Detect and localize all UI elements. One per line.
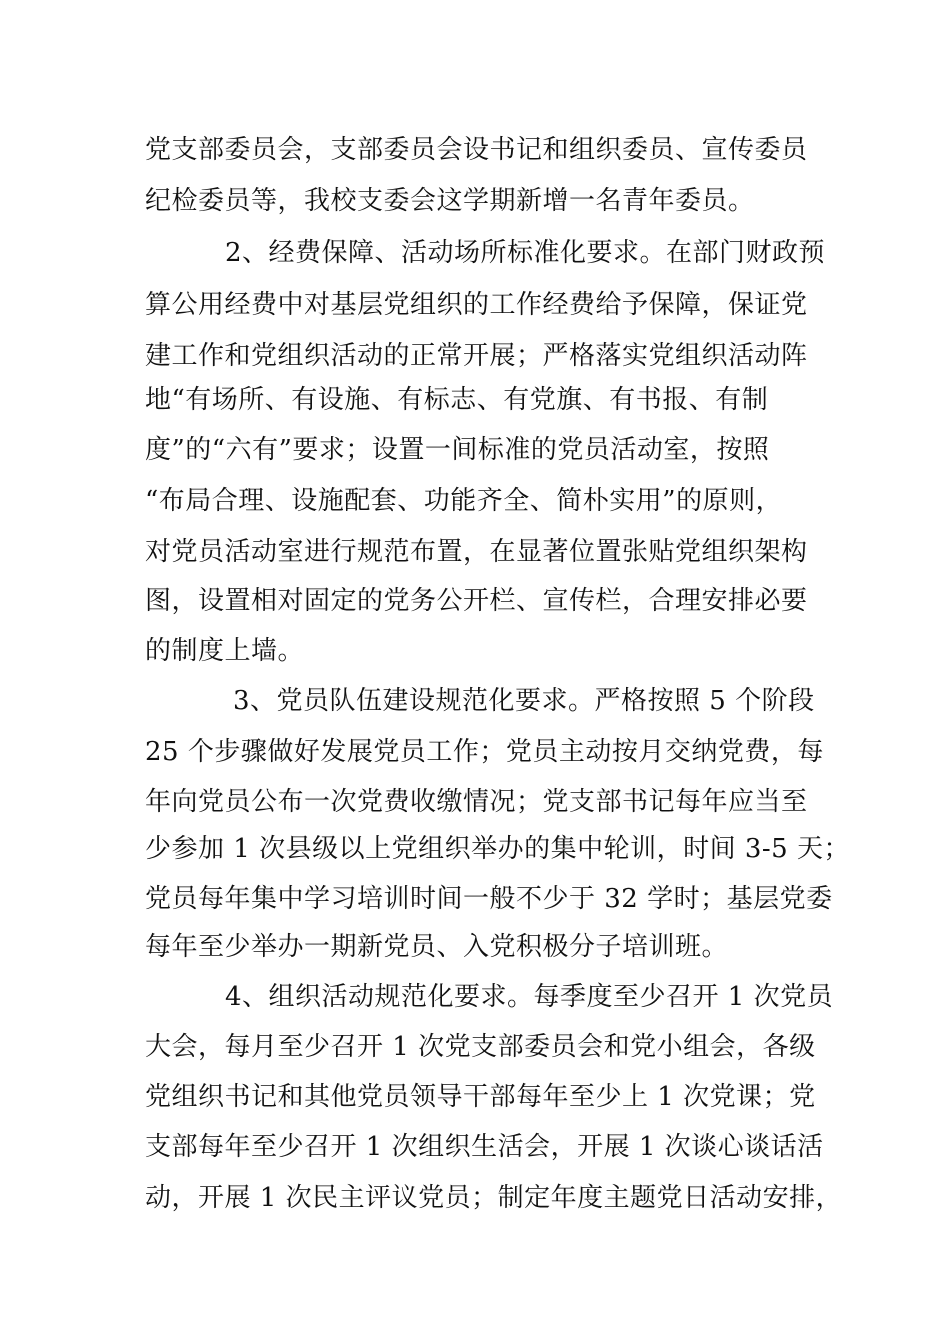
paragraph-3-first-line: 3、党员队伍建设规范化要求。严格按照 5 个阶段 [233,686,815,716]
text-line: 建工作和党组织活动的正常开展；严格落实党组织活动阵 [145,341,808,371]
text-line: 图，设置相对固定的党务公开栏、宣传栏，合理安排必要 [145,586,808,616]
text-line: 地“有场所、有设施、有标志、有党旗、有书报、有制 [145,385,769,415]
text-line: 党组织书记和其他党员领导干部每年至少上 1 次党课；党 [145,1082,816,1112]
text-line: “布局合理、设施配套、功能齐全、简朴实用”的原则， [145,486,783,516]
text-line: 大会，每月至少召开 1 次党支部委员会和党小组会，各级 [145,1032,816,1062]
text-line: 25 个步骤做好发展党员工作；党员主动按月交纳党费，每 [145,737,824,767]
text-line: 纪检委员等，我校支委会这学期新增一名青年委员。 [145,186,755,216]
text-line: 党员每年集中学习培训时间一般不少于 32 学时；基层党委 [145,884,833,914]
text-line: 度”的“六有”要求；设置一间标准的党员活动室，按照 [145,435,770,465]
text-line: 支部每年至少召开 1 次组织生活会，开展 1 次谈心谈话活 [145,1132,824,1162]
paragraph-4-first-line: 4、组织活动规范化要求。每季度至少召开 1 次党员 [225,982,834,1012]
text-line: 每年至少举办一期新党员、入党积极分子培训班。 [145,932,729,962]
text-line: 动，开展 1 次民主评议党员；制定年度主题党日活动安排， [145,1183,843,1213]
text-line: 年向党员公布一次党费收缴情况；党支部书记每年应当至 [145,787,808,817]
text-line: 算公用经费中对基层党组织的工作经费给予保障，保证党 [145,290,808,320]
text-line: 的制度上墙。 [145,636,305,666]
paragraph-2-first-line: 2、经费保障、活动场所标准化要求。在部门财政预 [225,238,826,268]
text-line: 对党员活动室进行规范布置，在显著位置张贴党组织架构 [145,537,808,567]
text-line: 党支部委员会，支部委员会设书记和组织委员、宣传委员 [145,135,808,165]
text-line: 少参加 1 次县级以上党组织举办的集中轮训，时间 3-5 天； [145,834,850,864]
